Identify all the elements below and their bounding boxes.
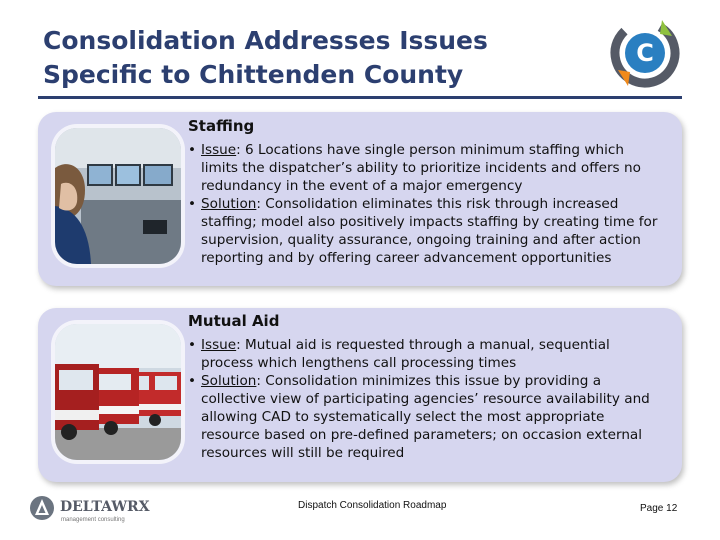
- bullet-label: Solution: [201, 373, 257, 389]
- bullet-item: [188, 141, 663, 195]
- bullet-text: : Consolidation eliminates this risk through increased staffing; model also positively impacts staffing by creating time for supervision, quality assurance, ongoing training and after action reporting and by offering career advancement opportunities: [201, 196, 658, 266]
- deltawrx-logo: [28, 494, 178, 524]
- svg-text:C: C: [636, 39, 654, 67]
- consolidation-logo-icon: [606, 14, 684, 92]
- brand-name: DELTAWRX: [60, 499, 150, 515]
- bullet-item: [188, 336, 663, 372]
- title-divider: [38, 96, 682, 99]
- slide-title-line-2: Specific to Chittenden County: [43, 60, 464, 89]
- bullet-label: Issue: [201, 337, 237, 353]
- staffing-section: [188, 116, 663, 267]
- bullet-text: : Consolidation minimizes this issue by providing a collective view of participating agencies’ resource availability and allowing CAD to systematically select the most appropriate resource based on pre-defined parameters; on occasion external resources will still be required: [201, 373, 650, 461]
- bullet-item: [188, 372, 663, 462]
- footer-title: Dispatch Consolidation Roadmap: [298, 500, 447, 511]
- bullet-label: Issue: [201, 142, 237, 158]
- dispatch-center-photo: [55, 128, 181, 264]
- slide-title: [43, 24, 603, 92]
- slide-title-line-1: Consolidation Addresses Issues: [43, 26, 488, 55]
- section-heading: Mutual Aid: [188, 312, 280, 330]
- fire-engines-photo: [55, 324, 181, 460]
- bullet-icon: •: [188, 142, 197, 158]
- mutual-aid-section: [188, 311, 663, 462]
- bullet-text: : 6 Locations have single person minimum staffing which limits the dispatcher’s ability to prioritize incidents and offers no redundancy in the event of a major emergency: [201, 142, 641, 194]
- brand-tagline: management consulting: [61, 517, 125, 523]
- bullet-icon: •: [188, 196, 197, 212]
- bullet-text: : Mutual aid is requested through a manual, sequential process which lengthens call processing times: [201, 337, 610, 371]
- bullet-icon: •: [188, 337, 197, 353]
- bullet-item: [188, 195, 663, 267]
- page-number: Page 12: [640, 503, 678, 514]
- bullet-icon: •: [188, 373, 197, 389]
- bullet-label: Solution: [201, 196, 257, 212]
- section-heading: Staffing: [188, 117, 255, 135]
